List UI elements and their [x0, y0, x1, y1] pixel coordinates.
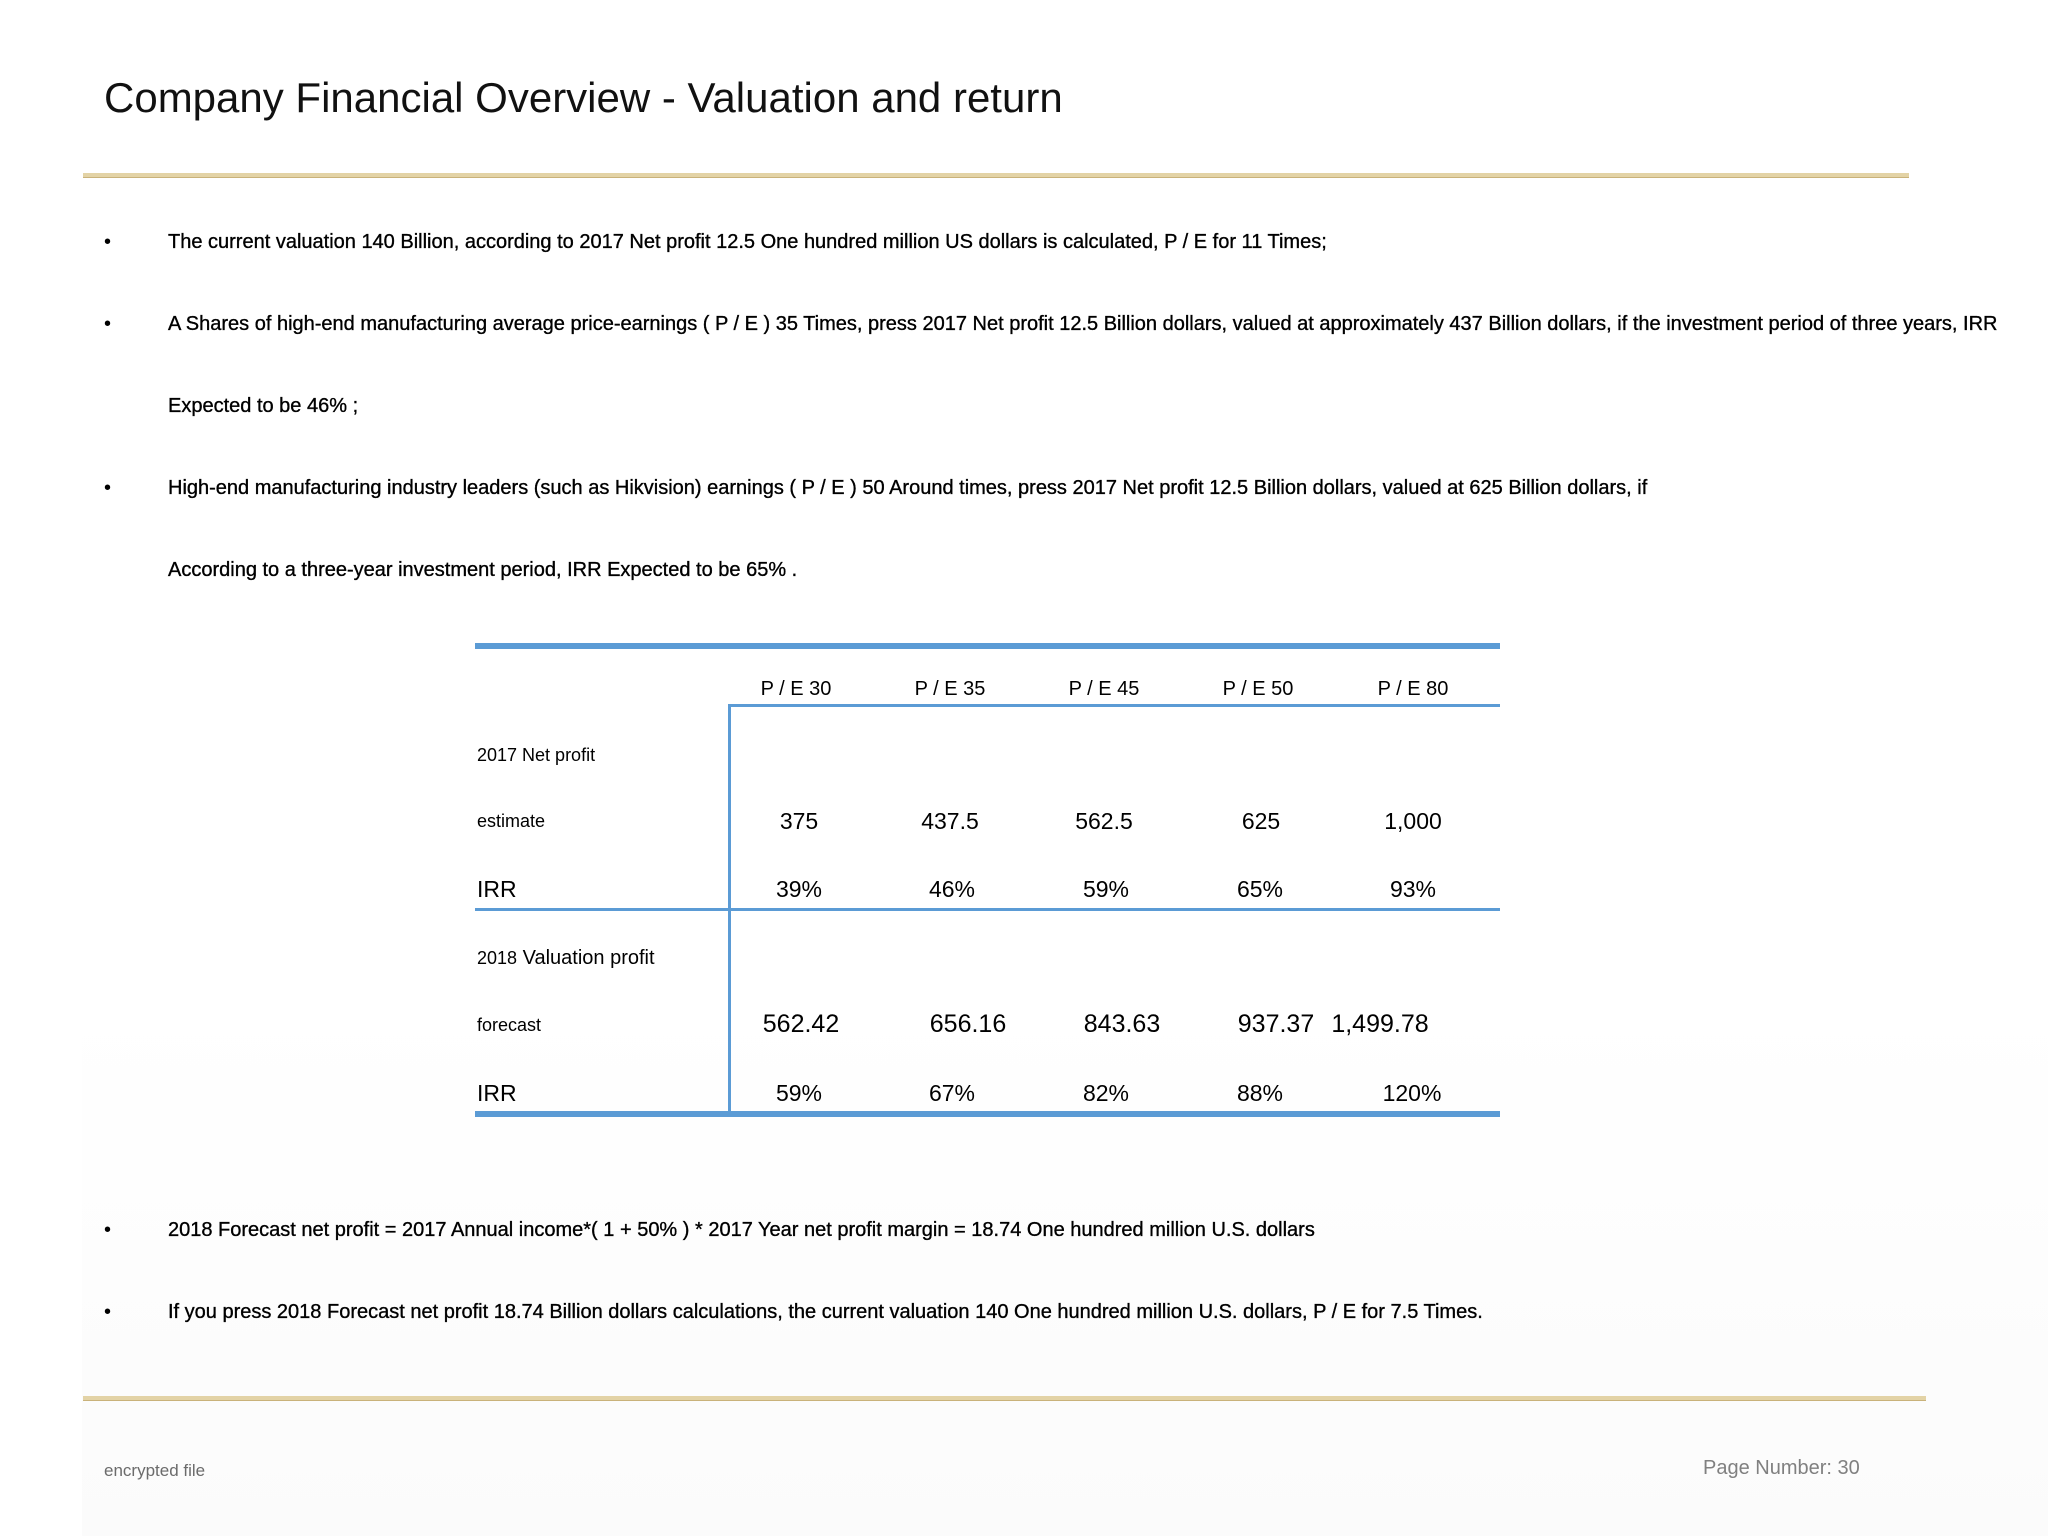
table-header-pe50: P / E 50	[1222, 678, 1294, 700]
table-cell: 39%	[775, 876, 823, 902]
bullet-text-4: 2018 Forecast net profit = 2017 Annual income*( 1 + 50% ) * 2017 Year net profit margin = 18.74 One hundred million U.S. dollars	[168, 1219, 1315, 1241]
row-label-irr: IRR	[477, 876, 517, 902]
table-cell: 1,000	[1384, 808, 1442, 834]
table-cell: 625	[1241, 808, 1281, 834]
table-cell: 375	[779, 808, 819, 834]
table-header-pe45: P / E 45	[1068, 678, 1140, 700]
bullet-text-3: High-end manufacturing industry leaders (such as Hikvision) earnings ( P / E ) 50 Around times, press 2017 Net profit 12.5 Billion dollars, valued at 625 Billion dollars, if	[168, 477, 1648, 499]
row-label-2017-net-profit: 2017 Net profit	[477, 745, 596, 765]
table-header-pe80: P / E 80	[1377, 678, 1449, 700]
bullet-text-5: If you press 2018 Forecast net profit 18.74 Billion dollars calculations, the current valuation 140 One hundred million U.S. dollars, P / E for 7.5 Times.	[168, 1301, 1483, 1323]
bullet-text-2-cont: Expected to be 46% ;	[168, 395, 359, 417]
header-underline	[728, 704, 1500, 707]
bullet-text-1: The current valuation 140 Billion, according to 2017 Net profit 12.5 One hundred million US dollars is calculated, P / E for 11 Times;	[168, 231, 1327, 253]
row-label-estimate: estimate	[477, 811, 546, 831]
bullet-marker: •	[104, 313, 112, 335]
table-cell: 843.63	[1083, 1010, 1161, 1038]
bullet-marker: •	[104, 231, 112, 253]
row-label-forecast: forecast	[477, 1015, 542, 1035]
page-title: Company Financial Overview - Valuation and return	[104, 74, 1063, 121]
bullet-marker: •	[104, 1219, 112, 1241]
bullet-marker: •	[104, 1301, 112, 1323]
row-label-2018-valuation-profit	[477, 947, 655, 970]
table-cell: 46%	[928, 876, 976, 902]
row-label-irr: IRR	[477, 1080, 517, 1106]
table-cell: 562.42	[762, 1010, 840, 1038]
table-cell: 88%	[1236, 1080, 1284, 1106]
table-cell: 1,499.78	[1331, 1010, 1429, 1038]
bullet-text-3-cont: According to a three-year investment period, IRR Expected to be 65% .	[168, 559, 798, 581]
row-label-year: 2018	[477, 948, 518, 968]
footer-divider	[83, 1396, 1926, 1401]
table-cell: 67%	[928, 1080, 976, 1106]
table-cell: 82%	[1082, 1080, 1130, 1106]
section-divider	[475, 908, 1500, 911]
table-cell: 562.5	[1075, 808, 1133, 834]
table-cell: 120%	[1382, 1080, 1442, 1106]
page-background-shade	[82, 1000, 2048, 1536]
table-top-border	[475, 643, 1500, 649]
page-number: Page Number: 30	[1703, 1457, 1860, 1479]
header-divider	[83, 173, 1909, 178]
table-cell: 937.37	[1237, 1010, 1315, 1038]
table-header-pe30: P / E 30	[760, 678, 832, 700]
table-cell: 65%	[1236, 876, 1284, 902]
row-label-text: Valuation profit	[522, 947, 655, 969]
table-bottom-border	[475, 1111, 1500, 1117]
table-cell: 656.16	[929, 1010, 1007, 1038]
table-cell: 59%	[775, 1080, 823, 1106]
table-cell: 93%	[1389, 876, 1437, 902]
bullet-text-2: A Shares of high-end manufacturing average price-earnings ( P / E ) 35 Times, press 2017 Net profit 12.5 Billion dollars, valued at approximately 437 Billion dollars, if the investment period of three years, IRR	[168, 313, 1998, 335]
table-header-pe35: P / E 35	[914, 678, 986, 700]
table-cell: 59%	[1082, 876, 1130, 902]
table-cell: 437.5	[921, 808, 979, 834]
footer-confidentiality-note: encrypted file	[104, 1461, 206, 1480]
bullet-marker: •	[104, 477, 112, 499]
